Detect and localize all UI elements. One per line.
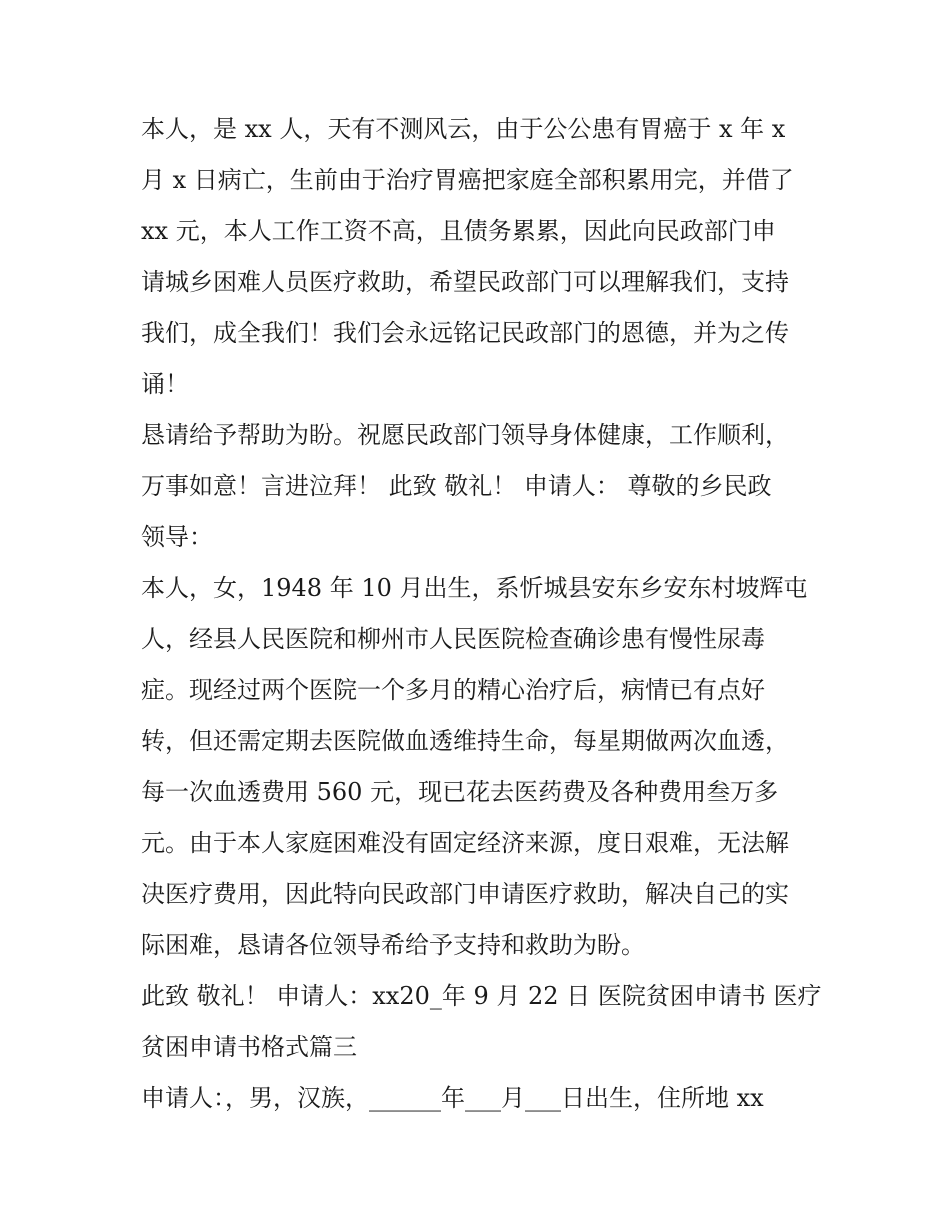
- text-line: 我们，成全我们！我们会永远铭记民政部门的恩德，并为之传: [141, 319, 789, 347]
- text-line: 人，经县人民医院和柳州市人民医院检查确诊患有慢性尿毒: [141, 625, 765, 653]
- text-line: 本人，女，1948 年 10 月出生，系忻城县安东乡安东村坡辉屯: [141, 574, 808, 602]
- text-line: 恳请给予帮助为盼。祝愿民政部门领导身体健康，工作顺利，: [141, 421, 789, 449]
- text-line: 贫困申请书格式篇三: [141, 1033, 357, 1061]
- text-line: 请城乡困难人员医疗救助，希望民政部门可以理解我们，支持: [141, 268, 789, 296]
- text-line: 决医疗费用，因此特向民政部门申请医疗救助，解决自己的实: [141, 880, 789, 908]
- document-body: [141, 104, 831, 1124]
- text-line: 月 x 日病亡，生前由于治疗胃癌把家庭全部积累用完，并借了: [141, 166, 794, 194]
- text-line: 领导：: [141, 523, 213, 551]
- text-line: 元。由于本人家庭困难没有固定经济来源，度日艰难，无法解: [141, 829, 789, 857]
- text-line: 每一次血透费用 560 元，现已花去医药费及各种费用叁万多: [141, 778, 779, 806]
- text-line: 转，但还需定期去医院做血透维持生命，每星期做两次血透，: [141, 727, 789, 755]
- text-line: 本人，是 xx 人，天有不测风云，由于公公患有胃癌于 x 年 x: [141, 115, 786, 143]
- text-line: 申请人：，男，汉族，______年___月___日出生，住所地 xx: [141, 1084, 764, 1112]
- text-line: 此致 敬礼！ 申请人：xx20_年 9 月 22 日 医院贫困申请书 医疗: [141, 982, 822, 1010]
- text-line: 诵！: [141, 370, 189, 398]
- text-line: 际困难，恳请各位领导希给予支持和救助为盼。: [141, 931, 645, 959]
- text-line: 万事如意！言进泣拜！ 此致 敬礼！ 申请人： 尊敬的乡民政: [141, 472, 772, 500]
- text-line: xx 元，本人工作工资不高，且债务累累，因此向民政部门申: [141, 217, 776, 245]
- text-line: 症。现经过两个医院一个多月的精心治疗后，病情已有点好: [141, 676, 765, 704]
